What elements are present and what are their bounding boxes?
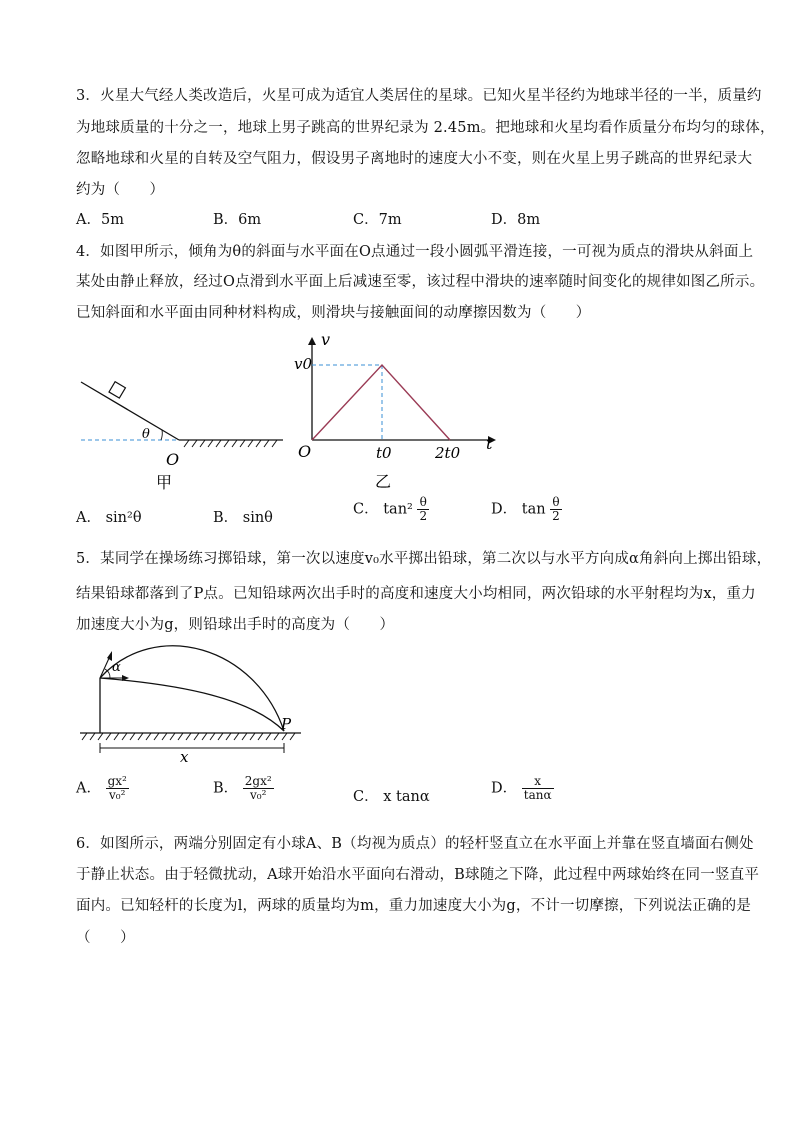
q5-option-d[interactable] <box>491 775 554 802</box>
q4-option-d-den: 2 <box>552 509 560 523</box>
origin-label-jia: O <box>166 450 180 469</box>
q4-option-d-prefix: D． <box>491 501 518 518</box>
q4-line-1: 4．如图甲所示，倾角为θ的斜面与水平面在O点通过一段小圆弧平滑连接，一可视为质点的滑块从斜面上 <box>76 244 754 260</box>
q4-option-d-text: tan <box>521 501 546 518</box>
q5-option-c-text: x tanα <box>383 789 430 805</box>
origin-label-yi: O <box>298 442 312 461</box>
q6-line-1: 6．如图所示，两端分别固定有小球A、B（均视为质点）的轻杆竖直立在水平面上并靠在竖直墙面右侧处 <box>76 836 754 852</box>
q5-option-a-fraction <box>106 775 129 802</box>
q6-line-2: 于静止状态。由于轻微扰动，A球开始沿水平面向右滑动，B球随之下降，此过程中两球始终在同一竖直平 <box>76 867 760 883</box>
theta-label: θ <box>142 427 150 442</box>
q4-option-c-num: θ <box>417 496 429 510</box>
q5-option-d-prefix: D． <box>491 780 518 797</box>
v0-label: v0 <box>294 355 313 373</box>
q5-option-b-num: 2gx² <box>244 774 272 788</box>
q3-option-c[interactable]: C．7m <box>353 212 402 228</box>
q5-option-d-num: x <box>522 775 554 789</box>
v-axis-label: v <box>321 333 331 349</box>
q5-option-a-num: gx² <box>107 774 127 788</box>
q5-line-2: 结果铅球都落到了P点。已知铅球两次出手时的高度和速度大小均相同，两次铅球的水平射程均为x，重力 <box>76 586 756 602</box>
oblique-trajectory <box>100 646 284 731</box>
q5-option-a-den: v₀² <box>109 788 126 802</box>
q5-option-a[interactable] <box>76 775 129 802</box>
figure-yi-vt-graph <box>290 333 500 493</box>
q4-option-c-fraction <box>417 496 429 523</box>
2t0-label: 2t0 <box>435 444 461 462</box>
q5-option-d-den: tanα <box>523 788 552 802</box>
q6-line-4: （ ） <box>76 930 135 946</box>
figure-jia-incline <box>76 370 286 495</box>
q4-option-c-den: 2 <box>419 509 428 523</box>
q4-option-b[interactable] <box>213 506 273 527</box>
q5-option-b-prefix: B． <box>213 780 239 797</box>
figure-caption-jia: 甲 <box>156 473 173 492</box>
q3-option-a[interactable]: A．5m <box>76 212 124 228</box>
q5-option-c[interactable] <box>353 785 430 806</box>
q3-option-b[interactable]: B．6m <box>213 212 262 228</box>
q4-option-d[interactable] <box>491 496 562 523</box>
q5-option-c-prefix: C． <box>353 789 379 805</box>
q4-option-d-fraction <box>550 496 562 523</box>
q5-option-d-fraction <box>522 775 554 802</box>
alpha-label: α <box>112 660 121 675</box>
q3-line-2: 为地球质量的十分之一，地球上男子跳高的世界纪录为 2.45m。把地球和火星均看作质量分布均匀的球体， <box>76 120 775 136</box>
point-p-label: P <box>281 715 292 733</box>
t-axis-label: t <box>486 434 493 453</box>
t0-label: t0 <box>376 444 392 462</box>
q3-line-4: 约为（ ） <box>76 182 165 198</box>
horizontal-trajectory <box>100 678 284 731</box>
q3-option-d[interactable]: D．8m <box>491 212 541 228</box>
q5-option-b-den: v₀² <box>250 788 267 802</box>
q4-option-b-prefix: B． <box>213 510 239 526</box>
q5-option-b-fraction <box>243 775 274 802</box>
slider-block <box>109 382 125 398</box>
range-x-label: x <box>180 748 189 766</box>
q5-line-3: 加速度大小为g，则铅球出手时的高度为（ ） <box>76 617 395 633</box>
q5-line-1: 5．某同学在操场练习掷铅球，第一次以速度v₀水平掷出铅球，第二次以与水平方向成α角斜向上掷出铅球， <box>76 551 772 567</box>
figure-caption-yi: 乙 <box>375 472 392 491</box>
q4-line-3: 已知斜面和水平面由同种材料构成，则滑块与接触面间的动摩擦因数为（ ） <box>76 305 591 321</box>
q4-option-b-text: sinθ <box>242 510 273 526</box>
speed-curve <box>312 365 450 440</box>
q4-option-a-text: sin²θ <box>105 510 142 526</box>
q4-option-c-text: tan² <box>383 501 413 518</box>
q4-option-a[interactable] <box>76 506 142 527</box>
q3-line-3: 忽略地球和火星的自转及空气阻力，假设男子离地时的速度大小不变，则在火星上男子跳高的世界纪录大 <box>76 151 753 167</box>
q3-line-1: 3．火星大气经人类改造后，火星可成为适宜人类居住的星球。已知火星半径约为地球半径的一半，质量约 <box>76 88 762 104</box>
q5-option-a-prefix: A． <box>76 780 101 797</box>
q4-option-a-prefix: A． <box>76 510 101 526</box>
q4-option-c-prefix: C． <box>353 501 379 518</box>
figure-shot-put <box>76 637 306 767</box>
q4-line-2: 某处由静止释放，经过O点滑到水平面上后减速至零，该过程中滑块的速率随时间变化的规律如图乙所示。 <box>76 274 765 290</box>
q6-line-3: 面内。已知轻杆的长度为l，两球的质量均为m，重力加速度大小为g，不计一切摩擦，下列说法正确的是 <box>76 898 752 914</box>
q5-option-b[interactable] <box>213 775 274 802</box>
q4-option-c[interactable] <box>353 496 429 523</box>
q4-option-d-num: θ <box>550 496 562 510</box>
